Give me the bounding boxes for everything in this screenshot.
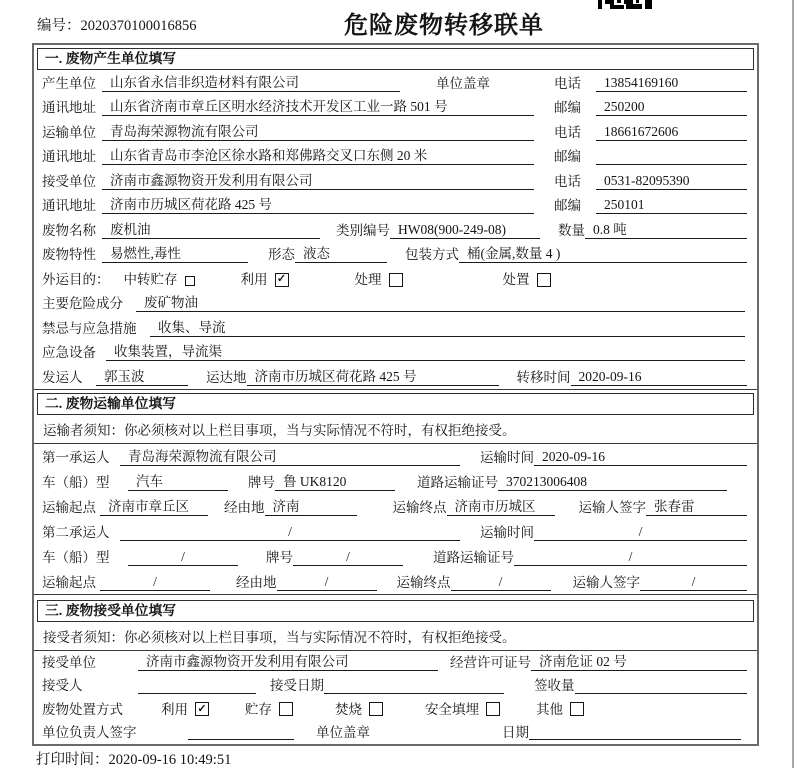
waste-name-value: 废机油: [102, 222, 320, 239]
disposal-other-label: 其他: [536, 701, 563, 717]
emergency-equipment-value: 收集装置，导流渠: [106, 344, 745, 361]
receiver-unit-value: 济南市鑫源物资开发利用有限公司: [102, 173, 534, 190]
second-carrier-label: 第二承运人: [42, 524, 110, 540]
received-amount-value: [575, 679, 748, 694]
shipper-value: 郭玉波: [96, 369, 188, 386]
carrier-signature-value: 张春雷: [646, 499, 747, 516]
document-number-label: 编号：: [37, 18, 81, 34]
carrier-signature-label: 运输人签字: [578, 499, 646, 515]
row-shipper: [34, 364, 757, 389]
endpoint-2-value: /: [451, 574, 551, 591]
vehicle-type-2-value: /: [128, 549, 238, 566]
plate-label: 牌号: [248, 474, 275, 490]
waste-character-label: 废物特性: [42, 247, 96, 263]
row-transport-address: [34, 144, 757, 169]
plate-value: 鲁 UK8120: [275, 474, 395, 491]
address-label: 通讯地址: [42, 198, 96, 214]
producer-phone-value: 13854169160: [596, 75, 747, 92]
purpose-treat-checkbox: [389, 273, 403, 287]
origin-label: 运输起点: [42, 574, 96, 590]
row-waste-character: [34, 242, 757, 267]
row-receiver-address: [34, 193, 757, 218]
section-receiver-fill: [34, 600, 757, 744]
via-label: 经由地: [236, 574, 277, 590]
row-route-2: [34, 569, 757, 594]
producer-zip-value: 250200: [596, 99, 747, 116]
row-vehicle-2: [34, 544, 757, 569]
license-label: 经营许可证号: [450, 655, 531, 671]
row-producer-unit: [34, 70, 757, 95]
via-label: 经由地: [224, 499, 265, 515]
row-recipient: [34, 674, 757, 697]
section-transporter-header: 二. 废物运输单位填写: [37, 393, 754, 415]
second-transport-time-value: /: [534, 524, 747, 541]
phone-label: 电话: [554, 124, 581, 140]
unit-seal-label: 单位盖章: [436, 75, 490, 91]
endpoint-label: 运输终点: [396, 574, 451, 590]
disposal-incinerate-checkbox: [369, 702, 383, 716]
carrier-signature-label: 运输人签字: [572, 574, 640, 590]
producer-unit-value: 山东省永信非织造材料有限公司: [102, 75, 400, 92]
packing-label: 包装方式: [405, 247, 459, 263]
section-producer: [34, 48, 757, 390]
form-value: 液态: [295, 246, 387, 263]
category-code-value: HW08(900-249-08): [390, 222, 540, 239]
receiver-phone-value: 0531-82095390: [596, 173, 747, 190]
producer-unit-label: 产生单位: [42, 75, 96, 91]
accept-date-label: 接受日期: [270, 678, 324, 694]
zip-label: 邮编: [554, 198, 581, 214]
disposal-landfill-label: 安全填埋: [425, 701, 479, 717]
road-permit-value: 370213006408: [498, 474, 727, 491]
road-permit-2-value: /: [514, 549, 747, 566]
purpose-use-checkbox: ✓: [275, 273, 289, 287]
row-second-carrier: [34, 519, 757, 544]
transfer-purpose-label: 外运目的：: [42, 271, 110, 287]
row-transport-unit: [34, 119, 757, 144]
row-emergency-measures: [34, 315, 757, 340]
page-title: 危险废物转移联单: [344, 13, 544, 39]
purpose-option-dispose-label: 处置: [502, 271, 530, 287]
accepting-unit-value: 济南市鑫源物资开发利用有限公司: [138, 654, 438, 671]
accepting-unit-label: 接受单位: [42, 655, 96, 671]
vehicle-type-label: 车（船）型: [42, 549, 110, 565]
waste-name-label: 废物名称: [42, 222, 96, 238]
road-permit-label: 道路运输证号: [433, 549, 514, 565]
receiver-address-value: 济南市历城区荷花路 425 号: [102, 197, 534, 214]
packing-value: 桶(金属,数量 4 ): [459, 246, 747, 263]
phone-label: 电话: [554, 75, 581, 91]
page-right-edge: [792, 0, 794, 768]
purpose-option-use-label: 利用: [240, 271, 268, 287]
plate-label: 牌号: [266, 549, 293, 565]
qr-code-fragment-icon: [598, 0, 652, 10]
received-amount-label: 签收量: [534, 678, 575, 694]
unit-seal-label: 单位盖章: [316, 724, 370, 740]
vehicle-type-label: 车（船）型: [42, 474, 110, 490]
transport-unit-label: 运输单位: [42, 124, 96, 140]
via-value: 济南: [265, 499, 357, 516]
phone-label: 电话: [554, 173, 581, 189]
transport-zip-value: [596, 150, 747, 165]
license-value: 济南危证 02 号: [531, 654, 747, 671]
origin-label: 运输起点: [42, 499, 96, 515]
responsible-signature-label: 单位负责人签字: [42, 724, 137, 740]
disposal-use-label: 利用: [161, 701, 188, 717]
zip-label: 邮编: [554, 100, 581, 116]
hazard-component-value: 废矿物油: [136, 295, 745, 312]
row-hazard-component: [34, 291, 757, 316]
transport-phone-value: 18661672606: [596, 124, 747, 141]
disposal-use-checkbox: ✓: [195, 702, 209, 716]
section-producer-header: 一. 废物产生单位填写: [37, 48, 754, 70]
address-label: 通讯地址: [42, 100, 96, 116]
disposal-storage-label: 贮存: [245, 701, 272, 717]
receiver-unit-label: 接受单位: [42, 173, 96, 189]
emergency-measures-value: 收集、导流: [150, 320, 745, 337]
transport-time-label: 运输时间: [480, 449, 534, 465]
manifest-table: [32, 43, 759, 746]
row-route-1: [34, 494, 757, 519]
receiver-notice: 接受者须知：你必须核对以上栏目事项，当与实际情况不符时，有权拒绝接受。: [34, 622, 757, 651]
origin-2-value: /: [100, 574, 210, 591]
waste-character-value: 易燃性,毒性: [102, 246, 248, 263]
row-disposal-method: [34, 697, 757, 720]
transfer-time-value: 2020-09-16: [571, 369, 748, 386]
document-number-value: 2020370100016856: [80, 18, 197, 34]
purpose-dispose-checkbox: [537, 273, 551, 287]
category-code-label: 类别编号: [336, 222, 390, 238]
first-carrier-label: 第一承运人: [42, 449, 110, 465]
transport-address-value: 山东省青岛市李沧区徐水路和郑佛路交叉口东侧 20 米: [102, 148, 534, 165]
purpose-option-storage-label: 中转贮存: [123, 271, 178, 287]
endpoint-label: 运输终点: [392, 499, 447, 515]
print-time-value: 2020-09-16 10:49:51: [108, 752, 232, 768]
print-time-label: 打印时间：: [36, 752, 109, 768]
origin-value: 济南市章丘区: [100, 499, 208, 516]
row-vehicle-1: [34, 469, 757, 494]
date-value: [529, 725, 741, 740]
row-waste-name: [34, 217, 757, 242]
row-transfer-purpose: [34, 266, 757, 291]
disposal-method-label: 废物处置方式: [42, 701, 123, 717]
disposal-landfill-checkbox: [486, 702, 500, 716]
accept-date-value: [324, 679, 504, 694]
second-carrier-value: /: [120, 524, 460, 541]
disposal-storage-checkbox: [279, 702, 293, 716]
plate-2-value: /: [293, 549, 403, 566]
print-time: [36, 748, 231, 769]
row-emergency-equipment: [34, 340, 757, 365]
quantity-value: 0.8 吨: [585, 222, 747, 239]
disposal-other-checkbox: [570, 702, 584, 716]
row-receiver-unit: [34, 168, 757, 193]
row-accepting-unit: [34, 651, 757, 674]
zip-label: 邮编: [554, 149, 581, 165]
via-2-value: /: [277, 574, 377, 591]
transport-unit-value: 青岛海荣源物流有限公司: [102, 124, 534, 141]
disposal-incinerate-label: 焚烧: [335, 701, 362, 717]
vehicle-type-value: 汽车: [128, 474, 228, 491]
emergency-measures-label: 禁忌与应急措施: [42, 320, 137, 336]
road-permit-label: 道路运输证号: [417, 474, 498, 490]
quantity-label: 数量: [558, 222, 585, 238]
shipper-label: 发运人: [42, 369, 83, 385]
recipient-label: 接受人: [42, 678, 83, 694]
form-label: 形态: [268, 247, 295, 263]
emergency-equipment-label: 应急设备: [42, 345, 96, 361]
hazard-component-label: 主要危险成分: [42, 296, 123, 312]
first-carrier-value: 青岛海荣源物流有限公司: [120, 449, 460, 466]
recipient-value: [138, 679, 256, 694]
purpose-option-treat-label: 处理: [354, 271, 382, 287]
endpoint-value: 济南市历城区: [447, 499, 555, 516]
transporter-notice: 运输者须知：你必须核对以上栏目事项，当与实际情况不符时，有权拒绝接受。: [34, 415, 757, 444]
destination-label: 运达地: [206, 369, 247, 385]
row-producer-address: [34, 95, 757, 120]
row-first-carrier: [34, 444, 757, 469]
responsible-signature-value: [188, 725, 294, 740]
date-label: 日期: [502, 724, 529, 740]
producer-address-value: 山东省济南市章丘区明水经济技术开发区工业一路 501 号: [102, 99, 534, 116]
transport-time-label: 运输时间: [480, 524, 534, 540]
row-responsible-signature: [34, 720, 757, 743]
section-receiver-header: 三. 废物接受单位填写: [37, 600, 754, 622]
section-transporter: [34, 393, 757, 595]
address-label: 通讯地址: [42, 149, 96, 165]
carrier-signature-2-value: /: [640, 574, 747, 591]
purpose-storage-checkbox: [185, 276, 195, 286]
transfer-time-label: 转移时间: [516, 369, 571, 385]
destination-value: 济南市历城区荷花路 425 号: [247, 369, 499, 386]
transport-time-value: 2020-09-16: [534, 449, 747, 466]
receiver-zip-value: 250101: [596, 197, 747, 214]
